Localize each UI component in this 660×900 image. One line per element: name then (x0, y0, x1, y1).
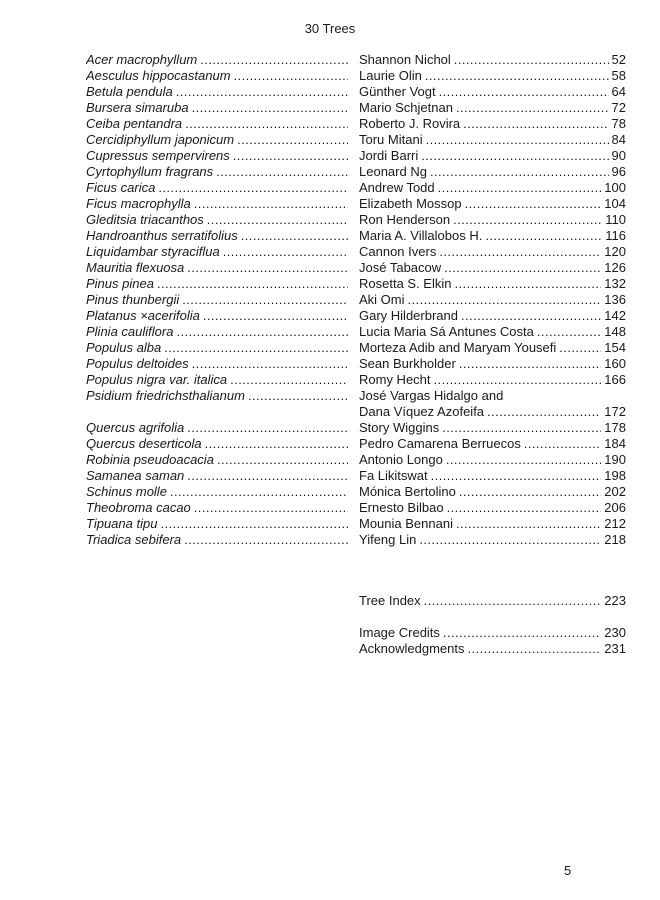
author-name: Mario Schjetnan (359, 100, 453, 115)
author-name: Pedro Camarena Berruecos (359, 436, 521, 451)
species-name: Cercidiphyllum japonicum (86, 132, 235, 147)
author-name: Toru Mitani (359, 132, 423, 147)
species-name: Betula pendula (86, 84, 173, 99)
toc-entry (86, 356, 626, 372)
section-label: Acknowledgments (359, 641, 465, 656)
species-name: Populus deltoides (86, 356, 189, 371)
table-of-contents (86, 52, 626, 548)
toc-entry (86, 148, 626, 164)
page-ref: 78 (611, 116, 626, 131)
page-ref: 172 (604, 404, 626, 419)
author-name: Sean Burkholder (359, 356, 456, 371)
author-name: Elizabeth Mossop (359, 196, 462, 211)
toc-entry (86, 212, 626, 228)
author-name-line2: Dana Víquez Azofeifa (359, 404, 485, 419)
toc-entry (86, 260, 626, 276)
page-ref: 160 (604, 356, 626, 371)
leader-dots (176, 84, 348, 100)
species-name: Populus alba (86, 340, 162, 355)
leader-dots (182, 292, 348, 308)
page-ref: 231 (604, 641, 626, 656)
leader-dots (192, 100, 348, 116)
species-name: Triadica sebifera (86, 532, 182, 547)
species-name: Bursera simaruba (86, 100, 189, 115)
page-ref: 223 (604, 593, 626, 608)
author-name: Ernesto Bilbao (359, 500, 444, 515)
section-label: Image Credits (359, 625, 440, 640)
species-name: Tipuana tipu (86, 516, 158, 531)
author-name: Ron Henderson (359, 212, 451, 227)
leader-dots (446, 452, 601, 468)
page-ref: 132 (604, 276, 626, 291)
author-name: José Tabacow (359, 260, 442, 275)
leader-dots (217, 452, 348, 468)
page-ref: 206 (604, 500, 626, 515)
page-ref: 184 (604, 436, 626, 451)
species-name: Pinus thunbergii (86, 292, 180, 307)
toc-entry (86, 436, 626, 452)
page-ref: 148 (604, 324, 626, 339)
leader-dots (444, 260, 601, 276)
page-ref: 154 (604, 340, 626, 355)
leader-dots (408, 292, 602, 308)
leader-dots (164, 340, 348, 356)
page-ref: 190 (604, 452, 626, 467)
page-ref: 64 (611, 84, 626, 99)
toc-entry (86, 324, 626, 340)
species-name: Cyrtophyllum fragrans (86, 164, 214, 179)
leader-dots (430, 164, 609, 180)
leader-dots (454, 52, 609, 68)
author-name: Günther Vogt (359, 84, 436, 99)
leader-dots (456, 516, 601, 532)
leader-dots (205, 436, 348, 452)
toc-entry (359, 625, 626, 641)
leader-dots (203, 308, 348, 324)
leader-dots (192, 356, 348, 372)
author-name: Leonard Ng (359, 164, 427, 179)
leader-dots (425, 68, 609, 84)
species-name: Pinus pinea (86, 276, 154, 291)
species-name: Psidium friedrichsthalianum (86, 388, 245, 403)
leader-dots (459, 484, 601, 500)
toc-entry (359, 593, 626, 609)
leader-dots (431, 468, 602, 484)
toc-entry (86, 52, 626, 68)
toc-entry (86, 420, 626, 436)
leader-dots (216, 164, 348, 180)
author-name: Lucia Maria Sá Antunes Costa (359, 324, 534, 339)
leader-dots (200, 52, 348, 68)
species-name: Ficus carica (86, 180, 156, 195)
toc-entry (86, 276, 626, 292)
leader-dots (157, 276, 348, 292)
species-name: Handroanthus serratifolius (86, 228, 238, 243)
author-name: Cannon Ivers (359, 244, 437, 259)
toc-entry (86, 452, 626, 468)
author-name: Shannon Nichol (359, 52, 451, 67)
toc-entry (86, 132, 626, 148)
back-matter-index (359, 593, 626, 609)
species-name: Populus nigra var. italica (86, 372, 228, 387)
leader-dots (233, 148, 348, 164)
leader-dots (461, 308, 601, 324)
page-ref: 96 (611, 164, 626, 179)
species-name: Quercus deserticola (86, 436, 202, 451)
author-name: Yifeng Lin (359, 532, 417, 547)
species-name: Cupressus sempervirens (86, 148, 230, 163)
leader-dots (237, 132, 348, 148)
page-ref: 104 (604, 196, 626, 211)
leader-dots (421, 148, 608, 164)
toc-entry (86, 164, 626, 180)
toc-entry (86, 500, 626, 516)
leader-dots (459, 356, 601, 372)
toc-entry (86, 308, 626, 324)
page-ref: 90 (611, 148, 626, 163)
species-name: Aesculus hippocastanum (86, 68, 231, 83)
leader-dots (176, 324, 348, 340)
leader-dots (207, 212, 348, 228)
species-name: Liquidambar styraciflua (86, 244, 220, 259)
leader-dots (438, 180, 602, 196)
leader-dots (447, 500, 602, 516)
author-name: Story Wiggins (359, 420, 440, 435)
leader-dots (524, 436, 601, 452)
toc-entry (86, 372, 626, 388)
leader-dots (442, 420, 601, 436)
section-label: Tree Index (359, 593, 421, 608)
species-name: Samanea saman (86, 468, 185, 483)
page-ref: 166 (604, 372, 626, 387)
leader-dots (439, 84, 609, 100)
toc-entry (86, 84, 626, 100)
leader-dots (537, 324, 601, 340)
author-name: Roberto J. Rovira (359, 116, 461, 131)
leader-dots (485, 228, 602, 244)
author-name: Maria A. Villalobos H. (359, 228, 483, 243)
page-header: 30 Trees (304, 21, 356, 36)
page-ref: 126 (604, 260, 626, 275)
author-name: Gary Hilderbrand (359, 308, 458, 323)
page-ref: 52 (611, 52, 626, 67)
leader-dots (241, 228, 348, 244)
page-ref: 212 (604, 516, 626, 531)
species-name: Schinus molle (86, 484, 167, 499)
species-name: Quercus agrifolia (86, 420, 185, 435)
author-name: Mounia Bennani (359, 516, 453, 531)
page-number: 5 (564, 863, 572, 878)
species-name: Theobroma cacao (86, 500, 191, 515)
species-name: Plinia cauliflora (86, 324, 174, 339)
leader-dots (465, 196, 602, 212)
author-name: Laurie Olin (359, 68, 422, 83)
leader-dots (559, 340, 601, 356)
author-name: Fa Likitswat (359, 468, 428, 483)
species-name: Robinia pseudoacacia (86, 452, 214, 467)
leader-dots (160, 516, 348, 532)
page-ref: 142 (604, 308, 626, 323)
leader-dots (463, 116, 608, 132)
species-name: Ficus macrophylla (86, 196, 191, 211)
toc-entry (86, 516, 626, 532)
leader-dots (170, 484, 348, 500)
species-name: Acer macrophyllum (86, 52, 198, 67)
leader-dots (456, 100, 609, 116)
author-name: Romy Hecht (359, 372, 431, 387)
toc-entry (86, 228, 626, 244)
toc-entry (86, 532, 626, 548)
toc-entry (86, 196, 626, 212)
leader-dots (248, 388, 348, 404)
page-ref: 110 (605, 212, 626, 227)
toc-entry (86, 100, 626, 116)
author-name: Andrew Todd (359, 180, 435, 195)
toc-entry (86, 292, 626, 308)
species-name: Gleditsia triacanthos (86, 212, 204, 227)
toc-entry (86, 468, 626, 484)
author-name-line1: José Vargas Hidalgo and (359, 388, 504, 403)
page-ref: 120 (604, 244, 626, 259)
page-ref: 72 (611, 100, 626, 115)
author-name: Antonio Longo (359, 452, 443, 467)
toc-entry (86, 116, 626, 132)
leader-dots (194, 500, 348, 516)
toc-entry (86, 244, 626, 260)
leader-dots (455, 276, 602, 292)
author-name: Morteza Adib and Maryam Yousefi (359, 340, 557, 355)
leader-dots (426, 132, 609, 148)
leader-dots (453, 212, 602, 228)
leader-dots (223, 244, 348, 260)
author-name: Rosetta S. Elkin (359, 276, 452, 291)
author-name: Jordi Barri (359, 148, 419, 163)
page-ref: 230 (604, 625, 626, 640)
page-ref: 84 (611, 132, 626, 147)
page-ref: 178 (604, 420, 626, 435)
species-name: Platanus ×acerifolia (86, 308, 200, 323)
leader-dots (234, 68, 348, 84)
back-matter-credits (359, 625, 626, 657)
toc-entry (359, 641, 626, 657)
page-ref: 198 (604, 468, 626, 483)
toc-entry (86, 68, 626, 84)
toc-entry (86, 484, 626, 500)
author-name: Aki Omi (359, 292, 405, 307)
leader-dots (187, 420, 348, 436)
page-ref: 202 (604, 484, 626, 499)
species-name: Mauritia flexuosa (86, 260, 185, 275)
toc-entry (86, 388, 626, 420)
page-ref: 100 (604, 180, 626, 195)
species-name: Ceiba pentandra (86, 116, 183, 131)
leader-dots (158, 180, 348, 196)
leader-dots (230, 372, 348, 388)
leader-dots (424, 593, 602, 609)
leader-dots (185, 116, 348, 132)
author-name: Mónica Bertolino (359, 484, 456, 499)
leader-dots (487, 404, 601, 420)
leader-dots (434, 372, 602, 388)
leader-dots (439, 244, 601, 260)
leader-dots (187, 260, 348, 276)
leader-dots (443, 625, 601, 641)
page-ref: 218 (604, 532, 626, 547)
toc-entry (86, 180, 626, 196)
leader-dots (468, 641, 602, 657)
page-ref: 116 (605, 228, 626, 243)
leader-dots (187, 468, 348, 484)
leader-dots (419, 532, 601, 548)
toc-entry (86, 340, 626, 356)
leader-dots (194, 196, 348, 212)
leader-dots (184, 532, 348, 548)
page-ref: 136 (604, 292, 626, 307)
page-ref: 58 (611, 68, 626, 83)
